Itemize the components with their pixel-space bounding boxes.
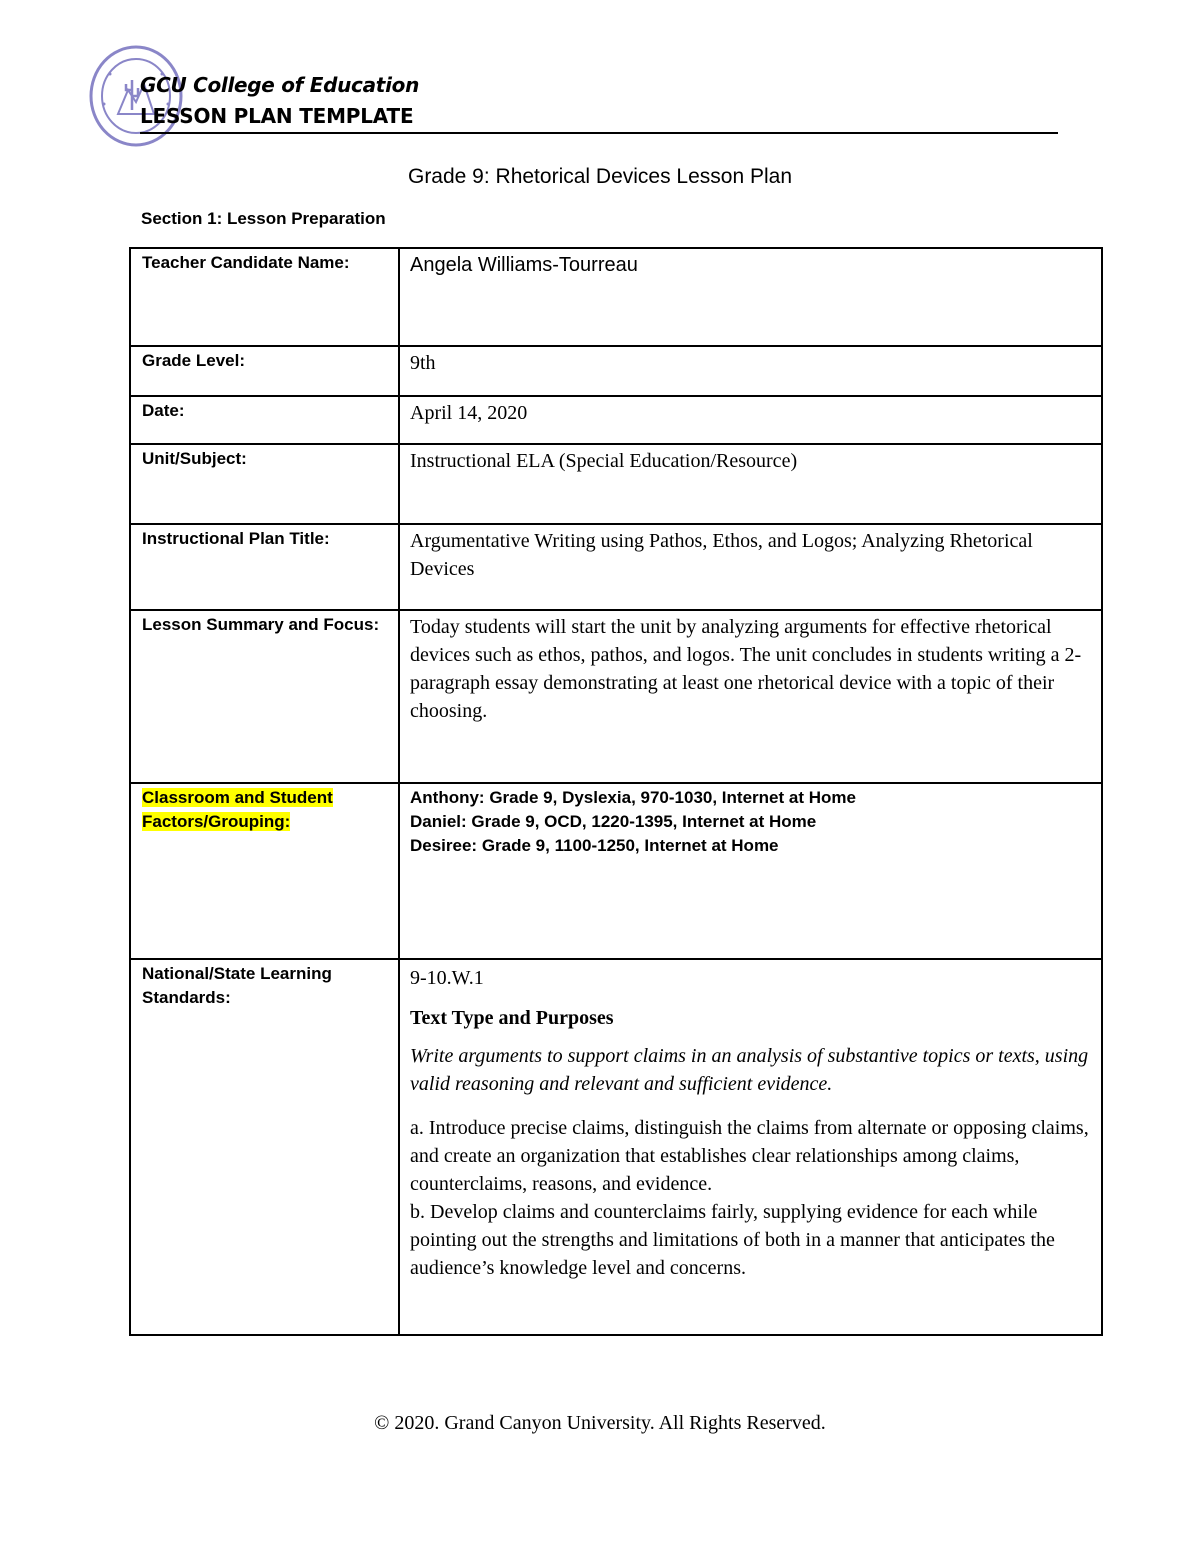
table-row — [130, 959, 1102, 1335]
table-row — [130, 396, 1102, 444]
standard-item-a: a. Introduce precise claims, distinguish the claims from alternate or opposing claims, and create an organization that establishes clear relationships among claims, counterclaims, reasons, and evidence. — [410, 1117, 1089, 1195]
row-label: Instructional Plan Title: — [130, 524, 399, 610]
table-row — [130, 610, 1102, 783]
row-value — [399, 248, 1102, 346]
table-row — [130, 524, 1102, 610]
row-value: 9th — [399, 346, 1102, 396]
standard-description: Write arguments to support claims in an analysis of substantive topics or texts, using valid reasoning and relevant and sufficient evidence. — [410, 1045, 1089, 1095]
lesson-preparation-table — [129, 247, 1103, 1336]
section-title: Section 1: Lesson Preparation — [141, 209, 386, 228]
row-label: Lesson Summary and Focus: — [130, 610, 399, 783]
row-value: Instructional ELA (Special Education/Resource) — [399, 444, 1102, 524]
copyright-footer: © 2020. Grand Canyon University. All Rights Reserved. — [374, 1412, 826, 1434]
student-entry: Daniel: Grade 9, OCD, 1220-1395, Internet at Home — [410, 812, 817, 831]
student-list — [410, 786, 1091, 858]
row-value: Today students will start the unit by analyzing arguments for effective rhetorical devices such as ethos, pathos, and logos. The unit concludes in students writing a 2-paragraph essay demonstrating at least one rhetorical device with a topic of their choosing. — [399, 610, 1102, 783]
standard-code: 9-10.W.1 — [410, 967, 484, 989]
row-value: April 14, 2020 — [399, 396, 1102, 444]
page-title: Grade 9: Rhetorical Devices Lesson Plan — [407, 165, 793, 188]
highlighted-label: Classroom and Student Factors/Grouping: — [142, 788, 333, 831]
row-label: Date: — [130, 396, 399, 444]
row-value — [399, 959, 1102, 1335]
student-entry: Desiree: Grade 9, 1100-1250, Internet at Home — [410, 836, 779, 855]
table-row — [130, 783, 1102, 959]
row-label: Unit/Subject: — [130, 444, 399, 524]
college-name: GCU College of Education — [140, 73, 420, 97]
template-title: LESSON PLAN TEMPLATE — [140, 104, 414, 128]
table-row — [130, 444, 1102, 524]
row-label — [130, 783, 399, 959]
teacher-name: Angela Williams-Tourreau — [410, 254, 638, 276]
row-label: Teacher Candidate Name: — [130, 248, 399, 346]
standard-heading: Text Type and Purposes — [410, 1007, 614, 1029]
table-row — [130, 346, 1102, 396]
table-row — [130, 248, 1102, 346]
student-entry: Anthony: Grade 9, Dyslexia, 970-1030, Internet at Home — [410, 788, 856, 807]
row-label: National/State Learning Standards: — [130, 959, 399, 1335]
row-value: Argumentative Writing using Pathos, Ethos, and Logos; Analyzing Rhetorical Devices — [399, 524, 1102, 610]
header-divider — [140, 132, 1058, 134]
row-label: Grade Level: — [130, 346, 399, 396]
standard-item-b: b. Develop claims and counterclaims fairly, supplying evidence for each while pointing out the strengths and limitations of both in a manner that anticipates the audience’s knowledge level and concerns. — [410, 1201, 1055, 1279]
row-value — [399, 783, 1102, 959]
